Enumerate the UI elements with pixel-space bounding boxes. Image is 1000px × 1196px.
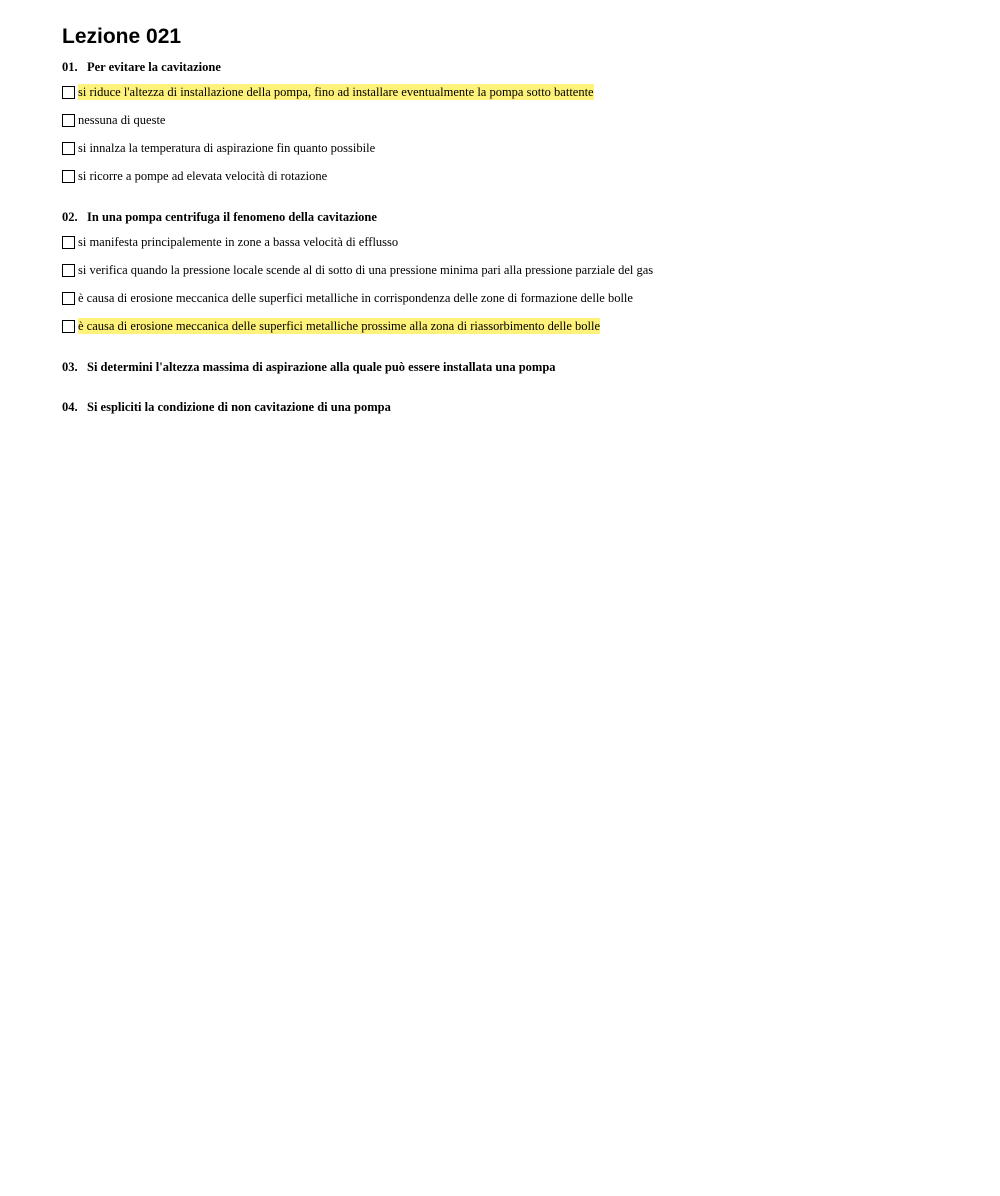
answer-text: nessuna di queste <box>78 113 166 127</box>
question-02 <box>62 206 962 340</box>
answer-text-highlighted: è causa di erosione meccanica delle superfici metalliche prossime alla zona di riassorbimento delle bolle <box>78 319 601 333</box>
answer-checkbox[interactable] <box>62 114 75 127</box>
answer-option <box>62 312 962 340</box>
answer-option <box>62 256 962 284</box>
answer-option <box>62 78 962 106</box>
answer-text: si manifesta principalemente in zone a bassa velocità di efflusso <box>78 235 399 249</box>
question-text: Si determini l'altezza massima di aspirazione alla quale può essere installata una pompa <box>87 360 556 374</box>
answer-text: si ricorre a pompe ad elevata velocità di rotazione <box>78 169 328 183</box>
question-text: Si espliciti la condizione di non cavitazione di una pompa <box>87 400 391 414</box>
question-04 <box>62 396 962 418</box>
answer-option <box>62 162 962 190</box>
answer-checkbox[interactable] <box>62 86 75 99</box>
answer-text: è causa di erosione meccanica delle superfici metalliche in corrispondenza delle zone di formazione delle bolle <box>78 291 633 305</box>
answer-option <box>62 284 962 312</box>
question-heading <box>62 396 962 418</box>
answer-checkbox[interactable] <box>62 170 75 183</box>
answer-checkbox[interactable] <box>62 320 75 333</box>
question-text: In una pompa centrifuga il fenomeno della cavitazione <box>87 210 377 224</box>
answer-text: si innalza la temperatura di aspirazione fin quanto possibile <box>78 141 376 155</box>
question-03 <box>62 356 962 378</box>
question-heading <box>62 56 962 78</box>
question-01 <box>62 56 962 190</box>
lesson-title: Lezione 021 <box>62 25 182 48</box>
answer-text-highlighted: si riduce l'altezza di installazione della pompa, fino ad installare eventualmente la pompa sotto battente <box>78 85 594 99</box>
question-number: 02. <box>62 210 78 224</box>
answer-checkbox[interactable] <box>62 264 75 277</box>
answer-option <box>62 106 962 134</box>
question-heading <box>62 356 962 378</box>
answer-checkbox[interactable] <box>62 292 75 305</box>
document-page <box>62 24 962 418</box>
answer-text: si verifica quando la pressione locale scende al di sotto di una pressione minima pari alla pressione parziale del gas <box>78 263 654 277</box>
answer-checkbox[interactable] <box>62 236 75 249</box>
question-number: 01. <box>62 60 78 74</box>
answer-option <box>62 134 962 162</box>
question-number: 04. <box>62 400 78 414</box>
question-number: 03. <box>62 360 78 374</box>
answer-checkbox[interactable] <box>62 142 75 155</box>
question-text: Per evitare la cavitazione <box>87 60 221 74</box>
answer-option <box>62 228 962 256</box>
question-heading <box>62 206 962 228</box>
